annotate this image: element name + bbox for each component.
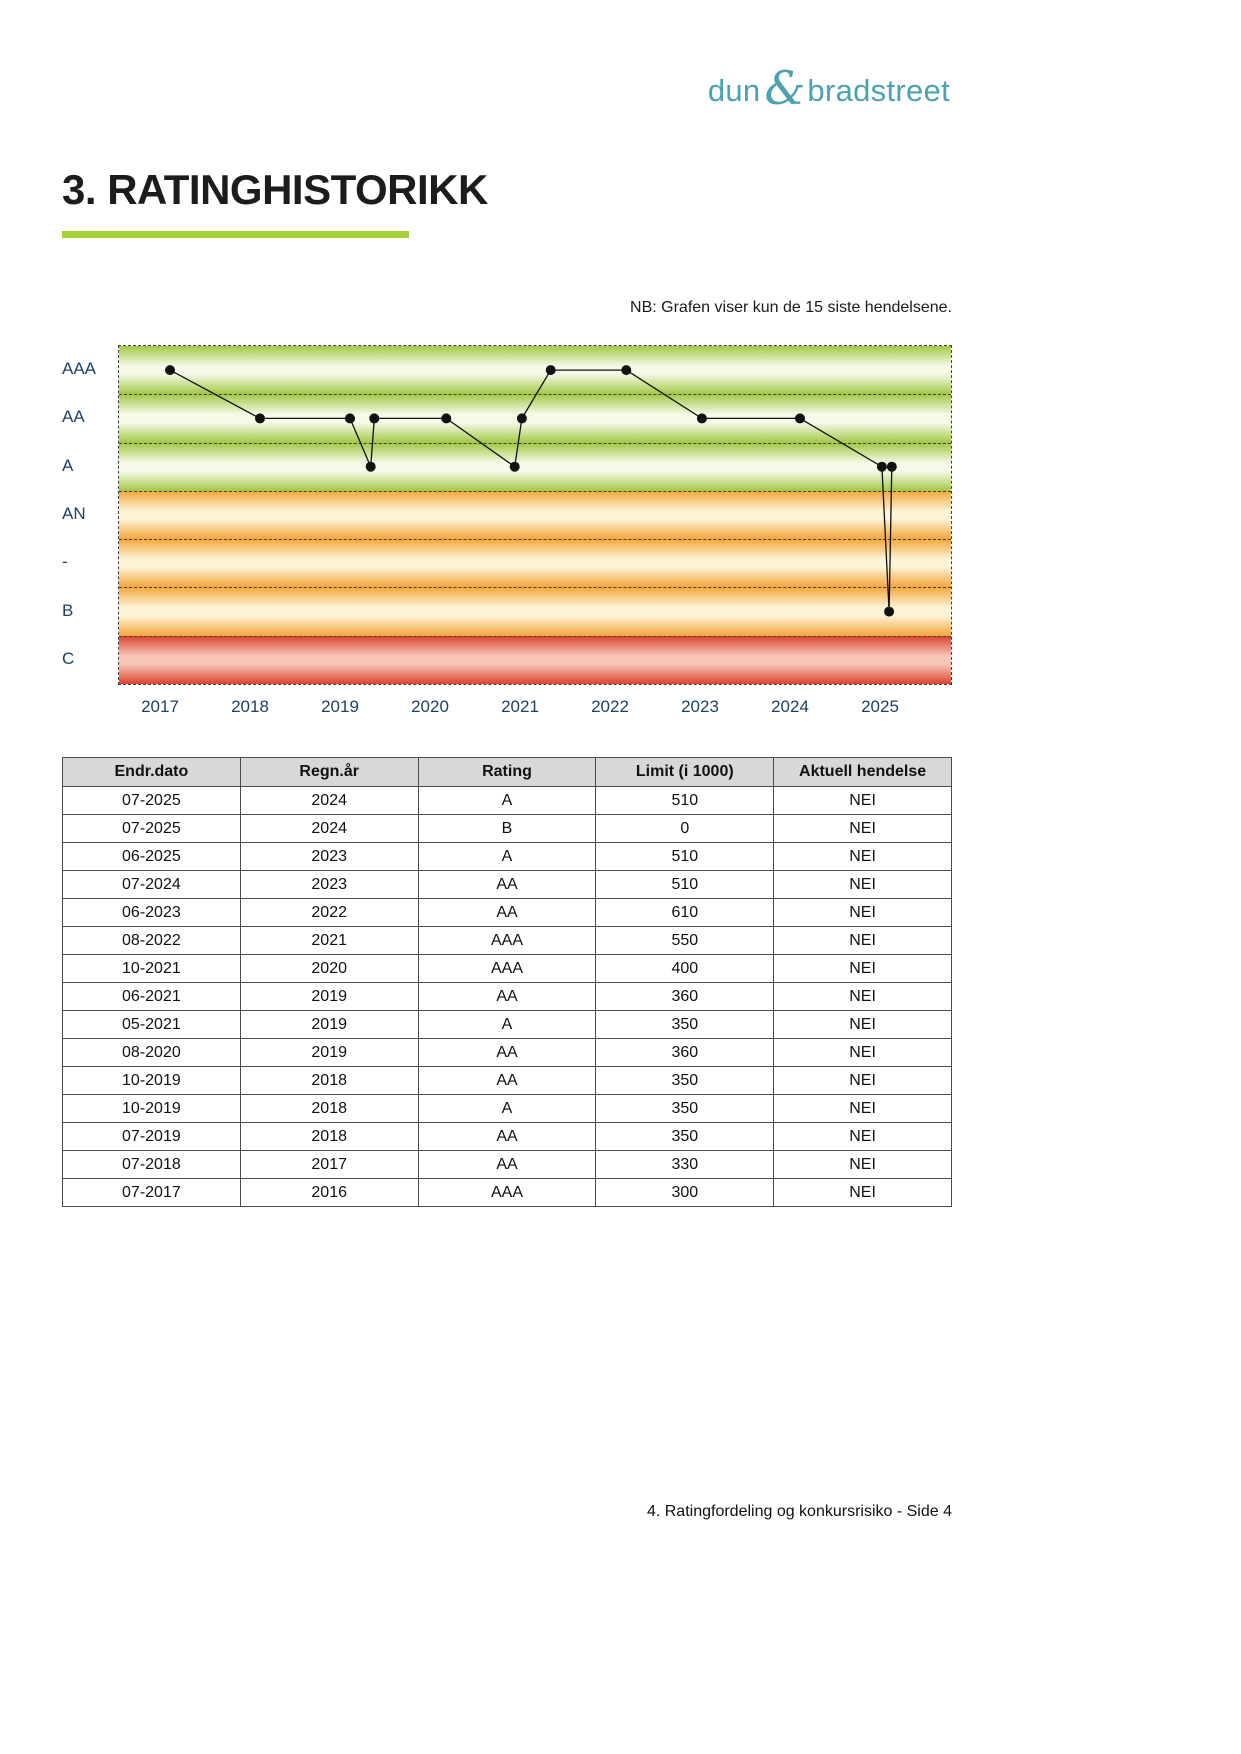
- table-cell: 05-2021: [63, 1011, 241, 1039]
- table-row: [63, 871, 952, 899]
- logo-dun-text: dun: [707, 73, 761, 108]
- table-cell: 06-2023: [63, 899, 241, 927]
- table-cell: NEI: [774, 1011, 952, 1039]
- table-cell: AAA: [418, 955, 596, 983]
- x-axis-label: 2018: [231, 697, 269, 716]
- y-axis-label: B: [62, 600, 74, 620]
- rating-line: [170, 370, 892, 611]
- table-cell: 10-2019: [63, 1095, 241, 1123]
- table-cell: 06-2021: [63, 983, 241, 1011]
- table-cell: A: [418, 1095, 596, 1123]
- title-underline: [62, 231, 409, 238]
- table-cell: A: [418, 787, 596, 815]
- x-axis-label: 2020: [411, 697, 449, 716]
- table-cell: 2018: [240, 1095, 418, 1123]
- table-cell: 510: [596, 871, 774, 899]
- y-axis-label: AAA: [62, 359, 97, 379]
- table-cell: 2020: [240, 955, 418, 983]
- x-axis-label: 2017: [141, 697, 179, 716]
- table-cell: 2018: [240, 1067, 418, 1095]
- rating-history-table-wrap: [62, 757, 952, 1207]
- table-cell: 2019: [240, 1039, 418, 1067]
- x-axis-labels: [118, 697, 952, 723]
- table-cell: 07-2025: [63, 787, 241, 815]
- table-cell: 2021: [240, 927, 418, 955]
- table-cell: 07-2018: [63, 1151, 241, 1179]
- table-cell: 400: [596, 955, 774, 983]
- y-axis-label: A: [62, 455, 74, 475]
- table-cell: 350: [596, 1123, 774, 1151]
- table-cell: 2018: [240, 1123, 418, 1151]
- table-cell: 2017: [240, 1151, 418, 1179]
- table-header-cell: Aktuell hendelse: [774, 758, 952, 787]
- y-axis-label: -: [62, 552, 68, 572]
- x-axis-label: 2019: [321, 697, 359, 716]
- rating-point: [345, 413, 355, 423]
- y-axis-label: AA: [62, 407, 85, 427]
- table-cell: A: [418, 1011, 596, 1039]
- table-cell: 350: [596, 1067, 774, 1095]
- table-cell: NEI: [774, 927, 952, 955]
- rating-point: [884, 607, 894, 617]
- section-title: 3. RATINGHISTORIKK: [62, 166, 488, 213]
- table-row: [63, 983, 952, 1011]
- table-cell: 300: [596, 1179, 774, 1207]
- table-cell: 510: [596, 843, 774, 871]
- table-cell: NEI: [774, 955, 952, 983]
- table-cell: NEI: [774, 843, 952, 871]
- table-row: [63, 1011, 952, 1039]
- table-header-row: [63, 758, 952, 787]
- table-cell: NEI: [774, 1067, 952, 1095]
- table-cell: AA: [418, 1123, 596, 1151]
- table-body: [63, 787, 952, 1207]
- table-cell: AA: [418, 1067, 596, 1095]
- dnb-logo: [707, 61, 950, 115]
- x-axis-label: 2023: [681, 697, 719, 716]
- table-cell: AAA: [418, 1179, 596, 1207]
- rating-point: [887, 462, 897, 472]
- y-axis-label: AN: [62, 504, 86, 523]
- table-cell: 2019: [240, 1011, 418, 1039]
- table-cell: NEI: [774, 1179, 952, 1207]
- table-cell: 08-2020: [63, 1039, 241, 1067]
- table-head: [63, 758, 952, 787]
- table-cell: AA: [418, 983, 596, 1011]
- table-header-cell: Rating: [418, 758, 596, 787]
- rating-point: [441, 413, 451, 423]
- table-cell: NEI: [774, 1151, 952, 1179]
- rating-point: [621, 365, 631, 375]
- table-cell: 07-2019: [63, 1123, 241, 1151]
- table-row: [63, 815, 952, 843]
- table-row: [63, 1179, 952, 1207]
- table-cell: AA: [418, 1039, 596, 1067]
- table-cell: 2024: [240, 787, 418, 815]
- table-cell: 2016: [240, 1179, 418, 1207]
- table-cell: AAA: [418, 927, 596, 955]
- table-cell: AA: [418, 899, 596, 927]
- table-row: [63, 843, 952, 871]
- table-row: [63, 927, 952, 955]
- rating-point: [795, 413, 805, 423]
- rating-point: [546, 365, 556, 375]
- y-axis-label: C: [62, 648, 75, 668]
- table-cell: AA: [418, 871, 596, 899]
- table-cell: NEI: [774, 815, 952, 843]
- x-axis-label: 2024: [771, 697, 809, 716]
- table-cell: A: [418, 843, 596, 871]
- table-header-cell: Regn.år: [240, 758, 418, 787]
- table-cell: AA: [418, 1151, 596, 1179]
- table-cell: NEI: [774, 787, 952, 815]
- x-axis-label: 2022: [591, 697, 629, 716]
- table-row: [63, 955, 952, 983]
- rating-point: [697, 413, 707, 423]
- table-row: [63, 1095, 952, 1123]
- rating-history-table: [62, 757, 952, 1207]
- table-cell: 550: [596, 927, 774, 955]
- rating-line-layer: [119, 346, 951, 684]
- table-row: [63, 1039, 952, 1067]
- rating-point: [366, 462, 376, 472]
- table-cell: B: [418, 815, 596, 843]
- rating-point: [517, 413, 527, 423]
- table-cell: NEI: [774, 1123, 952, 1151]
- table-header-cell: Endr.dato: [63, 758, 241, 787]
- x-axis-label: 2021: [501, 697, 539, 716]
- rating-point: [255, 413, 265, 423]
- table-cell: NEI: [774, 899, 952, 927]
- table-row: [63, 1123, 952, 1151]
- table-cell: 2023: [240, 871, 418, 899]
- table-cell: NEI: [774, 1039, 952, 1067]
- x-axis-label: 2025: [861, 697, 899, 716]
- table-row: [63, 1151, 952, 1179]
- table-cell: 2024: [240, 815, 418, 843]
- table-cell: 2019: [240, 983, 418, 1011]
- page-footer: 4. Ratingfordeling og konkursrisiko - Side 4: [646, 1503, 952, 1520]
- table-cell: 07-2025: [63, 815, 241, 843]
- y-axis-labels: [62, 345, 118, 685]
- table-cell: NEI: [774, 983, 952, 1011]
- table-cell: 0: [596, 815, 774, 843]
- table-cell: 510: [596, 787, 774, 815]
- table-cell: 07-2017: [63, 1179, 241, 1207]
- plot-area: [118, 345, 952, 685]
- table-cell: NEI: [774, 1095, 952, 1123]
- logo-bradstreet-text: bradstreet: [807, 73, 950, 108]
- table-cell: 10-2019: [63, 1067, 241, 1095]
- table-row: [63, 1067, 952, 1095]
- table-cell: 07-2024: [63, 871, 241, 899]
- table-cell: 2022: [240, 899, 418, 927]
- table-cell: 330: [596, 1151, 774, 1179]
- table-cell: 610: [596, 899, 774, 927]
- rating-point: [877, 462, 887, 472]
- logo-ampersand-icon: &: [764, 61, 806, 115]
- table-cell: 350: [596, 1095, 774, 1123]
- table-row: [63, 899, 952, 927]
- rating-point: [165, 365, 175, 375]
- table-cell: 360: [596, 983, 774, 1011]
- table-cell: 08-2022: [63, 927, 241, 955]
- table-cell: 06-2025: [63, 843, 241, 871]
- table-cell: 10-2021: [63, 955, 241, 983]
- table-header-cell: Limit (i 1000): [596, 758, 774, 787]
- rating-point: [369, 413, 379, 423]
- rating-chart: [62, 345, 952, 725]
- rating-point: [510, 462, 520, 472]
- table-cell: NEI: [774, 871, 952, 899]
- chart-note: NB: Grafen viser kun de 15 siste hendelsene.: [630, 299, 952, 316]
- table-cell: 350: [596, 1011, 774, 1039]
- table-cell: 2023: [240, 843, 418, 871]
- table-cell: 360: [596, 1039, 774, 1067]
- table-row: [63, 787, 952, 815]
